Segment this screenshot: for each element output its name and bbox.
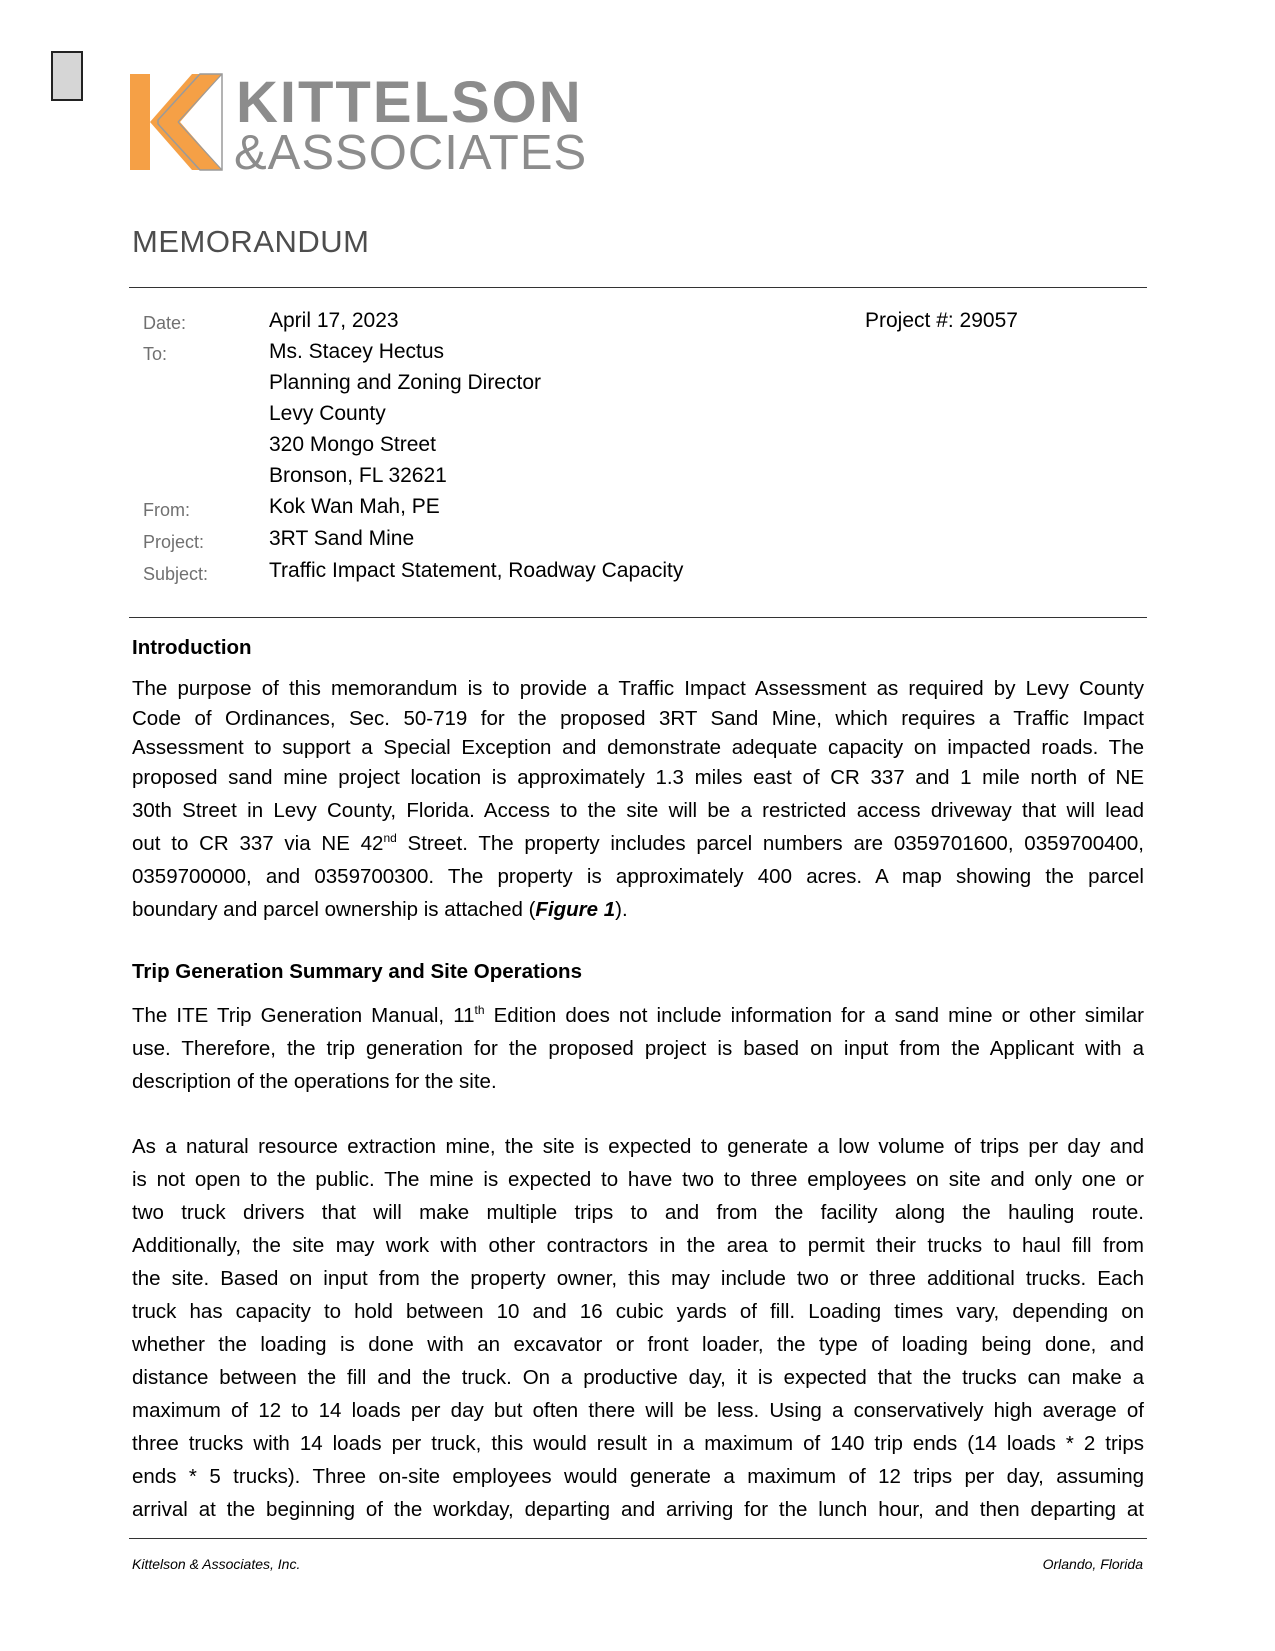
logo-line-2: &ASSOCIATES	[234, 126, 588, 172]
to-line: Levy County	[269, 402, 386, 425]
subject-label: Subject:	[143, 564, 209, 584]
k-mark-icon	[130, 74, 222, 170]
project-label: Project:	[143, 532, 205, 552]
footer-company: Kittelson & Associates, Inc.	[132, 1556, 301, 1572]
to-label: To:	[143, 344, 168, 364]
paragraph-line: description of the operations for the site.	[132, 1070, 497, 1093]
to-line: Ms. Stacey Hectus	[269, 340, 445, 363]
page-title: MEMORANDUM	[132, 224, 370, 259]
superscript: nd	[383, 831, 397, 846]
paragraph-line: maximum of 12 to 14 loads per day but often there will be less. Using a conservatively high average of	[132, 1399, 1144, 1422]
footer-location: Orlando, Florida	[1042, 1556, 1143, 1572]
figure-reference: Figure 1	[535, 898, 616, 921]
introduction-paragraph	[132, 674, 1144, 792]
superscript: th	[474, 1003, 485, 1018]
paragraph-line: 30th Street in Levy County, Florida. Access to the site will be a restricted access driveway that will lead	[132, 799, 1144, 822]
from-value: Kok Wan Mah, PE	[269, 495, 440, 518]
paragraph-line: The purpose of this memorandum is to provide a Traffic Impact Assessment as required by Levy County	[132, 677, 1144, 700]
paragraph-line	[132, 893, 1144, 926]
text-run: ).	[615, 898, 628, 921]
trip-generation-paragraph-2	[132, 1130, 1144, 1526]
subject-value: Traffic Impact Statement, Roadway Capacity	[269, 559, 684, 582]
page-marker-box	[51, 51, 83, 101]
trip-generation-paragraph-1	[132, 999, 1144, 1098]
paragraph-line: the site. Based on input from the property owner, this may include two or three additional trucks. Each	[132, 1267, 1144, 1290]
paragraph-line: distance between the fill and the truck. On a productive day, it is expected that the trucks can make a	[132, 1366, 1144, 1389]
paragraph-line: is not open to the public. The mine is expected to have two to three employees on site and only one or	[132, 1168, 1144, 1191]
paragraph-line: truck has capacity to hold between 10 and 16 cubic yards of fill. Loading times vary, depending on	[132, 1300, 1144, 1323]
paragraph-line	[132, 827, 1144, 860]
paragraph-line: two truck drivers that will make multiple trips to and from the facility along the hauling route.	[132, 1201, 1144, 1224]
text-run: out to CR 337 via NE 42	[132, 832, 384, 855]
trip-generation-heading: Trip Generation Summary and Site Operations	[132, 960, 582, 983]
paragraph-line: Assessment to support a Special Exception and demonstrate adequate capacity on impacted roads. The	[132, 736, 1144, 759]
paragraph-line: arrival at the beginning of the workday, departing and arriving for the lunch hour, and then departing at	[132, 1498, 1144, 1521]
paragraph-line: ends * 5 trucks). Three on-site employees would generate a maximum of 12 trips per day, assuming	[132, 1465, 1144, 1488]
paragraph-line: As a natural resource extraction mine, the site is expected to generate a low volume of trips per day and	[132, 1135, 1144, 1158]
to-line: 320 Mongo Street	[269, 433, 436, 456]
from-label: From:	[143, 500, 190, 520]
to-line: Planning and Zoning Director	[269, 371, 541, 394]
text-run: Edition does not include information for a sand mine or other similar	[484, 1004, 1145, 1027]
introduction-heading: Introduction	[132, 636, 252, 659]
text-run: Street. The property includes parcel numbers are 0359701600, 0359700400,	[396, 832, 1144, 855]
paragraph-line: Code of Ordinances, Sec. 50-719 for the proposed 3RT Sand Mine, which requires a Traffic Impact	[132, 706, 1144, 730]
text-run: boundary and parcel ownership is attached (	[132, 898, 536, 921]
project-value: 3RT Sand Mine	[269, 527, 415, 550]
date-label: Date:	[143, 313, 187, 333]
introduction-paragraph-cont	[132, 794, 1144, 926]
kittelson-logo	[130, 72, 630, 172]
paragraph-line: use. Therefore, the trip generation for the proposed project is based on input from the Applicant with a	[132, 1037, 1144, 1060]
to-line: Bronson, FL 32621	[269, 464, 447, 487]
text-run: The ITE Trip Generation Manual, 11	[132, 1004, 475, 1027]
paragraph-line	[132, 999, 1144, 1032]
project-number: Project #: 29057	[865, 309, 1018, 332]
date-value: April 17, 2023	[269, 309, 399, 332]
divider	[129, 617, 1147, 618]
footer-divider	[129, 1538, 1147, 1539]
paragraph-line: 0359700000, and 0359700300. The property is approximately 400 acres. A map showing the parcel	[132, 865, 1144, 888]
paragraph-line: Additionally, the site may work with other contractors in the area to permit their trucks to haul fill from	[132, 1234, 1144, 1257]
logo-line-1: KITTELSON	[236, 72, 583, 135]
paragraph-line: whether the loading is done with an excavator or front loader, the type of loading being done, and	[132, 1333, 1144, 1356]
paragraph-line: three trucks with 14 loads per truck, this would result in a maximum of 140 trip ends (14 loads * 2 trips	[132, 1432, 1144, 1455]
divider	[129, 287, 1147, 288]
paragraph-line: proposed sand mine project location is approximately 1.3 miles east of CR 337 and 1 mile north of NE	[132, 765, 1144, 789]
